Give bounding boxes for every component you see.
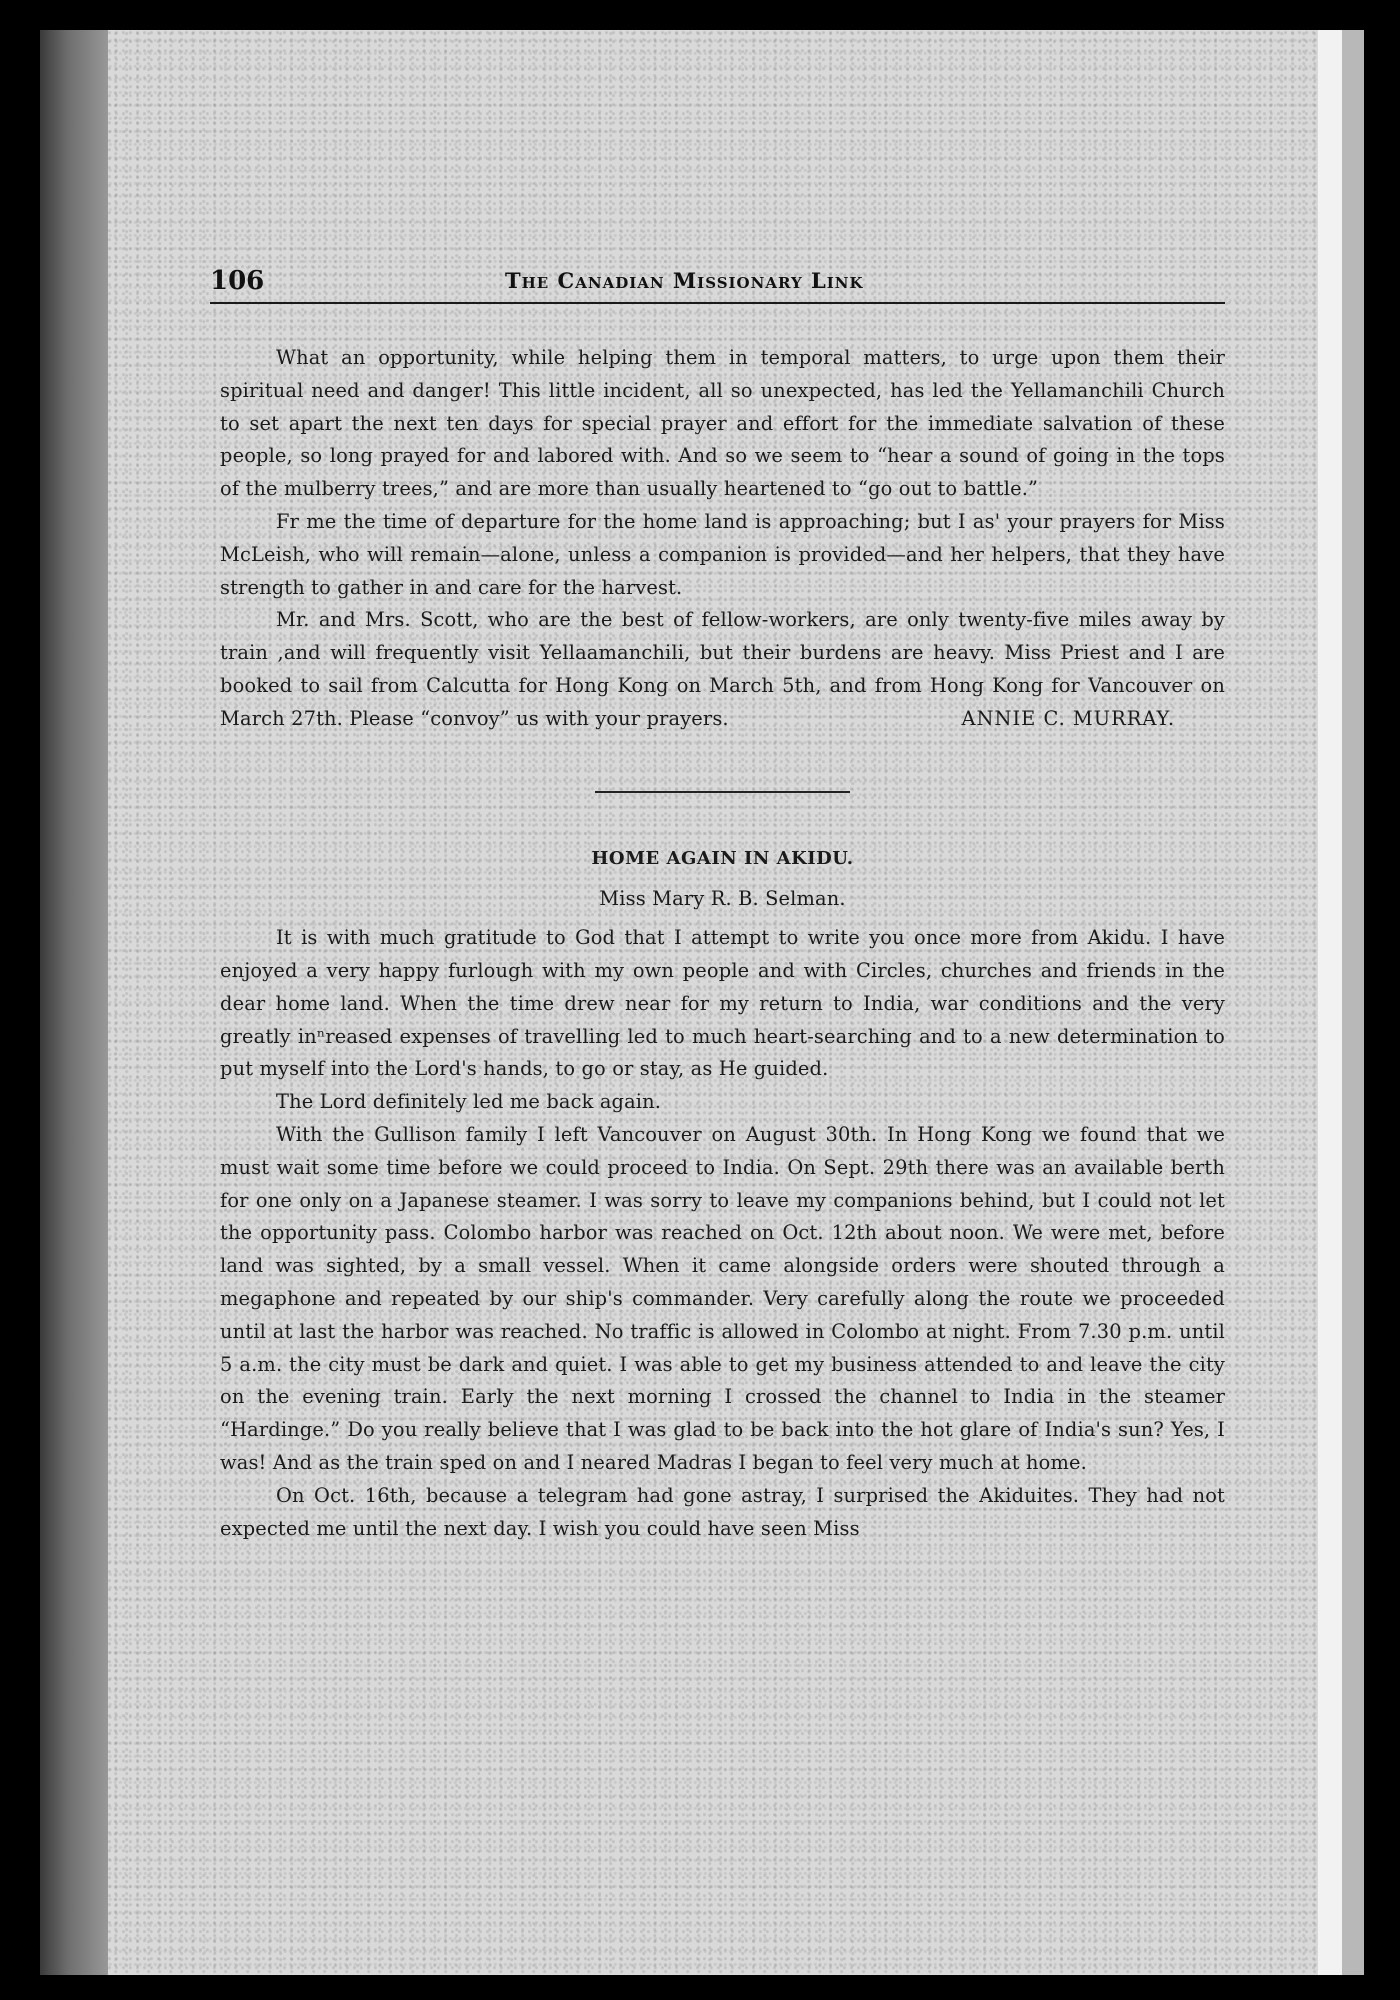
letter-paragraph: Fr me the time of departure for the home land is approaching; but I as' your prayers for Miss McLeish, who will remain—alone, unless a companion is provided—and her helpers, that they have strength to gather in and care for the harvest. [220, 509, 1225, 599]
page-header [210, 262, 1225, 304]
article-title: HOME AGAIN IN AKIDU. [591, 847, 854, 869]
article-byline: Miss Mary R. B. Selman. [599, 887, 846, 911]
article-paragraph: It is with much gratitude to God that I attempt to write you once more from Akidu. I have enjoyed a very happy furlough with my own people and with Circles, churches and friends in the dear home land. When the time drew near for my return to India, war conditions and the very greatly inⁿreased expenses of travelling led to much heart-searching and to a new determination to put myself into the Lord's hands, to go or stay, as He guided. [220, 926, 1225, 1081]
book-spine [40, 30, 110, 1975]
article-paragraph: The Lord definitely led me back again. [276, 1090, 662, 1114]
letter-paragraph: What an opportunity, while helping them in temporal matters, to urge upon them their spiritual need and danger! This little incident, all so unexpected, has led the Yellamanchili Church to set apart the next ten days for special prayer and effort for the immediate salvation of these people, so long prayed for and labored with. And so we seem to “hear a sound of going in the tops of the mulberry trees,” and are more than usually heartened to “go out to battle.” [220, 346, 1225, 501]
page-number: 106 [210, 266, 265, 296]
article-paragraph: With the Gullison family I left Vancouver on August 30th. In Hong Kong we found that we must wait some time before we could proceed to India. On Sept. 29th there was an available berth for one only on a Japanese steamer. I was sorry to leave my companions behind, but I could not let the opportunity pass. Colombo harbor was reached on Oct. 12th about noon. We were met, before land was sighted, by a small vessel. When it came alongside orders were shouted through a megaphone and repeated by our ship's commander. Very carefully along the route we proceeded until at last the harbor was reached. No traffic is allowed in Colombo at night. From 7.30 p.m. until 5 a.m. the city must be dark and quiet. I was able to get my business attended to and leave the city on the evening train. Early the next morning I crossed the channel to India in the steamer “Hardinge.” Do you really believe that I was glad to be back into the hot glare of India's sun? Yes, I was! And as the train sped on and I neared Madras I began to feel very much at home. [220, 1122, 1225, 1474]
section-divider [595, 791, 850, 793]
signature: ANNIE C. MURRAY. [961, 706, 1175, 730]
running-head: The Canadian Missionary Link [505, 268, 864, 293]
page-edge [1318, 30, 1342, 1975]
next-page-edge [1342, 30, 1364, 1975]
page-body [220, 342, 1225, 1545]
article-paragraph: On Oct. 16th, because a telegram had gone astray, I surprised the Akiduites. They had not expected me until the next day. I wish you could have seen Miss [220, 1483, 1225, 1540]
letter-paragraph [220, 604, 1225, 735]
letter-paragraph-text: Mr. and Mrs. Scott, who are the best of fellow-workers, are only twenty-five miles away by train ,and will frequently visit Yellaamanchili, but their burdens are heavy. Miss Priest and I are booked to sail from Calcutta for Hong Kong on March 5th, and from Hong Kong for Vancouver on March 27th. Please “convoy” us with your prayers. [220, 608, 1225, 730]
